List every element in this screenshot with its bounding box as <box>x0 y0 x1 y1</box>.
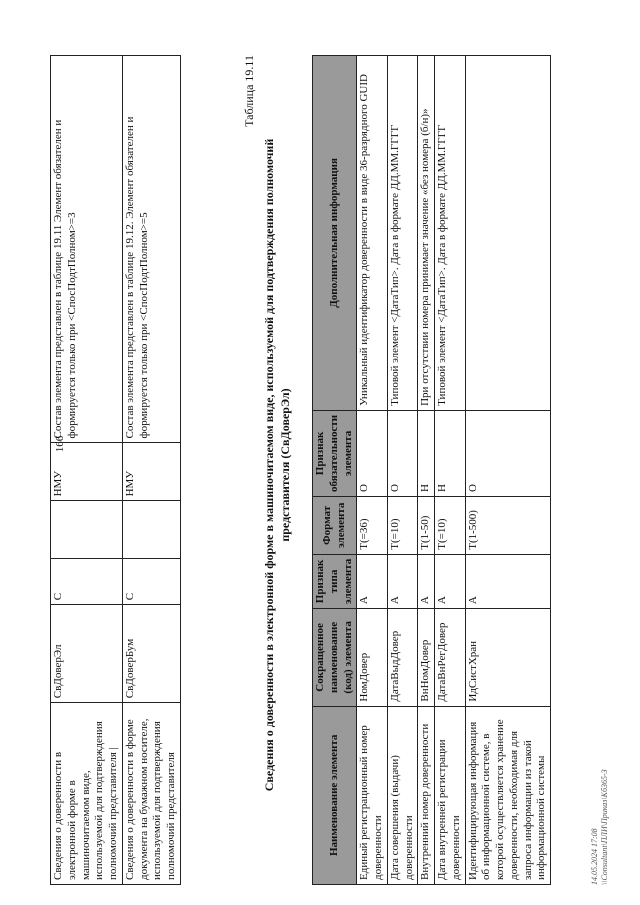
header-required: Признак обязательности элемента <box>313 410 357 496</box>
cell-name: Единый регистрационный номер доверенности <box>357 706 388 884</box>
cell-name: Дата совершения (выдачи) доверенности <box>387 706 418 884</box>
cell-format: Т(1-50) <box>418 496 435 554</box>
table-row <box>387 56 418 885</box>
cell-info: Состав элемента представлен в таблице 19.12. Элемент обязателен и формируется только при <СпосПодтПолном>=5 <box>122 56 180 443</box>
cell-info: Типовой элемент <ДатаТип>. Дата в формате ДД.ММ.ГГГГ <box>387 56 418 411</box>
cell-format: Т(1-500) <box>465 496 551 554</box>
cell-info: При отсутствии номера принимает значение «без номера (б/н)» <box>418 56 435 411</box>
cell-type: С <box>51 559 123 605</box>
cell-code: СвДоверБум <box>122 605 180 703</box>
header-row <box>313 56 357 885</box>
cell-info: Уникальный идентификатор доверенности в виде 36-разрядного GUID <box>357 56 388 411</box>
cell-format <box>122 501 180 559</box>
cell-code: ДатаВыдДовер <box>387 609 418 707</box>
cell-required: НМУ <box>122 443 180 501</box>
header-type: Признак типа элемента <box>313 554 357 608</box>
cell-type: А <box>418 554 435 608</box>
table-title: Сведения о доверенности в электронной форме в машиночитаемом виде, используемой для подтверждения полномочий представителя (СвДоверЭл) <box>262 138 292 792</box>
cell-required: Н <box>418 410 435 496</box>
table-row <box>357 56 388 885</box>
footer-path: \\Consultant\ПЛИ\Приказ\КбЗ65-3 <box>599 769 609 885</box>
cell-required: Н <box>435 410 466 496</box>
table-row <box>435 56 466 885</box>
cell-code: НомДовер <box>357 609 388 707</box>
cell-name: Дата внутренней регистрации доверенности <box>435 706 466 884</box>
header-code: Сокращенное наименование (код) элемента <box>313 609 357 707</box>
table-row <box>465 56 551 885</box>
cell-type: А <box>357 554 388 608</box>
cell-required: О <box>387 410 418 496</box>
header-info: Дополнительная информация <box>313 56 357 411</box>
table-row <box>122 56 180 885</box>
cell-code: СвДоверЭл <box>51 605 123 703</box>
cell-format: Т(=10) <box>435 496 466 554</box>
cell-name: Идентифицирующая информация об информационной системе, в которой осуществляется хранение доверенности, необходимая для запроса информации из такой информационной системы <box>465 706 551 884</box>
cell-type: С <box>122 559 180 605</box>
cell-info: Типовой элемент <ДатаТип>. Дата в формате ДД.ММ.ГГГГ <box>435 56 466 411</box>
cell-code: ИдСистХран <box>465 609 551 707</box>
cell-type: А <box>435 554 466 608</box>
cell-format <box>51 501 123 559</box>
main-table <box>312 55 551 885</box>
footer-date: 14.05.2024 17:08 <box>590 828 599 885</box>
cell-name: Внутренний номер доверенности <box>418 706 435 884</box>
table-row <box>51 56 123 885</box>
cell-required: О <box>465 410 551 496</box>
rotated-page-content <box>30 15 630 885</box>
cell-name: Сведения о доверенности в электронной форме в машиночитаемом виде, используемой для подтверждения полномочий представителя | <box>51 703 123 885</box>
continuation-table <box>50 55 181 885</box>
cell-type: А <box>387 554 418 608</box>
cell-code: ВнНомДовер <box>418 609 435 707</box>
cell-info <box>465 56 551 411</box>
table-number: Таблица 19.11 <box>242 55 256 127</box>
table-row <box>418 56 435 885</box>
cell-info: Состав элемента представлен в таблице 19.11 Элемент обязателен и формируется только при <СпосПодтПолном>=3 <box>51 56 123 443</box>
cell-format: Т(=36) <box>357 496 388 554</box>
cell-code: ДатаВнРегДовер <box>435 609 466 707</box>
page-number: 166 <box>54 435 66 453</box>
footer-stamp <box>590 769 609 885</box>
cell-required: НМУ <box>51 443 123 501</box>
cell-format: Т(=10) <box>387 496 418 554</box>
header-format: Формат элемента <box>313 496 357 554</box>
cell-type: А <box>465 554 551 608</box>
cell-name: Сведения о доверенности в форме документа на бумажном носителе, используемой для подтверждения полномочий представителя <box>122 703 180 885</box>
cell-required: О <box>357 410 388 496</box>
header-name: Наименование элемента <box>313 706 357 884</box>
